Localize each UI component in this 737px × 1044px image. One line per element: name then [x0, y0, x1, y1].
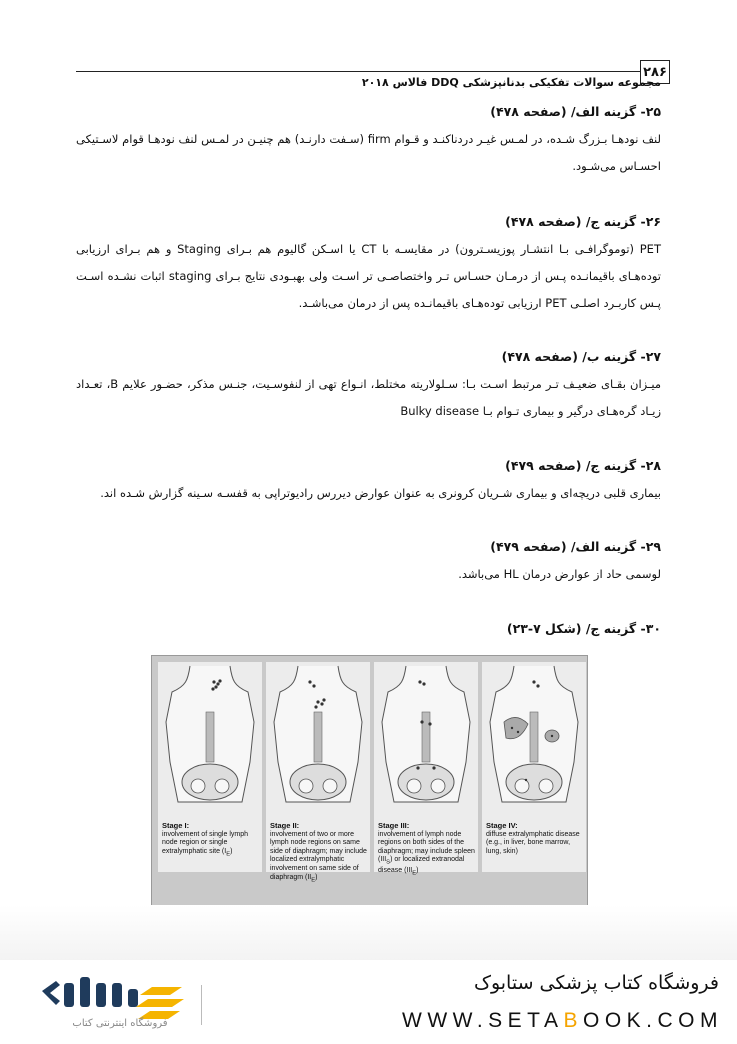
stage-text: involvement of lymph node regions on both sides of the diaphragm; may include spleen (III [378, 830, 475, 864]
stage-heading: Stage II: [270, 821, 300, 830]
answer-30 [76, 620, 661, 638]
stage-description [378, 822, 478, 878]
url-highlight: B [563, 1009, 583, 1032]
answer-25 [76, 103, 661, 180]
stage-description [270, 822, 370, 885]
answer-29 [76, 538, 661, 588]
torso-illustration [158, 662, 262, 822]
stage-sub: E [412, 870, 417, 877]
answer-title: ۲۵- گزینه الف/ (صفحه ۴۷۸) [490, 104, 661, 119]
answer-28 [76, 457, 661, 507]
answer-body: لنف نودهـا بـزرگ شـده، در لمـس غیـر دردناکنـد و قـوام firm (سـفت دارنـد) هم چنیـن در لمـس لنف نودهـا قوام لاسـتیکی احسـاس می‌شـود. [76, 132, 661, 173]
stage-panel-4 [482, 662, 586, 872]
stage-sub: E [311, 876, 316, 883]
answer-title: ۲۸- گزینه ج/ (صفحه ۴۷۹) [505, 458, 661, 473]
stage-panel-2 [266, 662, 370, 883]
store-name: فروشگاه کتاب پزشکی ستابوک [473, 972, 719, 994]
answer-27 [76, 348, 661, 425]
stage-tail: ) [416, 867, 419, 875]
answer-title: ۲۶- گزینه ج/ (صفحه ۴۷۸) [505, 214, 661, 229]
stage-heading: Stage IV: [486, 821, 518, 830]
header-rule [76, 71, 640, 72]
url-part: WWW.SETA [402, 1009, 564, 1032]
answer-body: میـزان بقـای ضعیـف تـر مرتبط اسـت بـا: سـلولاریته مختلط، انـواع تهی از لنفوسـیت، جنـس مذکر، حضـور علایم B، تعـداد زیـاد گره‌هـای درگیر و بیماری تـوام بـا Bulky disease [76, 377, 661, 418]
stage-tail: ) or localized extranodal disease (III [378, 856, 465, 875]
stage-tail: ) [230, 847, 233, 855]
torso-illustration [266, 662, 370, 822]
stage-heading: Stage I: [162, 821, 190, 830]
running-title: مجموعه سوالات تفکیکی بدنانپزشکی DDQ فالاس ۲۰۱۸ [361, 76, 661, 89]
answer-26 [76, 213, 661, 317]
answer-body: PET (توموگرافـی بـا انتشـار پوزیسـترون) در مقایسـه با CT یا اسـکن گالیوم هم بـرای Staging و هم بـرای ارزیابی توده‌هـای باقیمانـده پـس از درمـان حسـاس تـر واختصاصـی تر اسـت ولی بهبـودی نتایج بـرای staging اثبات نشـده اسـت پـس کاربـرد اصلـی PET ارزیابی توده‌هـای باقیمانـده پس از درمان می‌باشـد. [76, 242, 661, 310]
answer-body: بیماری قلبی دریچه‌ای و بیماری شـریان کرونری به عنوان عوارض دیررس رادیوتراپی به قفسـه سـینه گزارش شـده اند. [100, 486, 661, 500]
stage-panel-3 [374, 662, 478, 877]
url-part: OOK.COM [582, 1009, 723, 1032]
stage-heading: Stage III: [378, 821, 410, 830]
footer-divider [201, 985, 202, 1025]
page-number: ۲۸۶ [640, 60, 670, 84]
torso-illustration [374, 662, 478, 822]
stage-text: diffuse extralymphatic disease (e.g., in liver, bone marrow, lung, skin) [486, 830, 580, 855]
stage-text: involvement of two or more lymph node regions on same side of diaphragm; may include localized extralymphatic involvement on same side of diaphragm (II [270, 830, 367, 881]
stage-sub: E [226, 851, 231, 858]
store-logo [34, 973, 194, 1039]
store-url[interactable] [402, 1009, 723, 1033]
logo-caption: فروشگاه اینترنتی کتاب [72, 1018, 168, 1029]
answer-body: لوسمی حاد از عوارض درمان HL می‌باشد. [458, 567, 661, 581]
answer-title: ۲۷- گزینه ب/ (صفحه ۴۷۸) [501, 349, 661, 364]
stage-description [162, 822, 262, 859]
answer-title: ۲۹- گزینه الف/ (صفحه ۴۷۹) [490, 539, 661, 554]
stage-text: involvement of single lymph node region or single extralymphatic site (I [162, 830, 248, 855]
stage-sub: S [386, 859, 391, 866]
torso-illustration [482, 662, 586, 822]
stage-panel-1 [158, 662, 262, 872]
answer-title: ۳۰- گزینه ج/ (شکل ۷-۲۳) [506, 621, 661, 636]
stage-tail: ) [315, 873, 318, 881]
stage-description [486, 822, 586, 856]
